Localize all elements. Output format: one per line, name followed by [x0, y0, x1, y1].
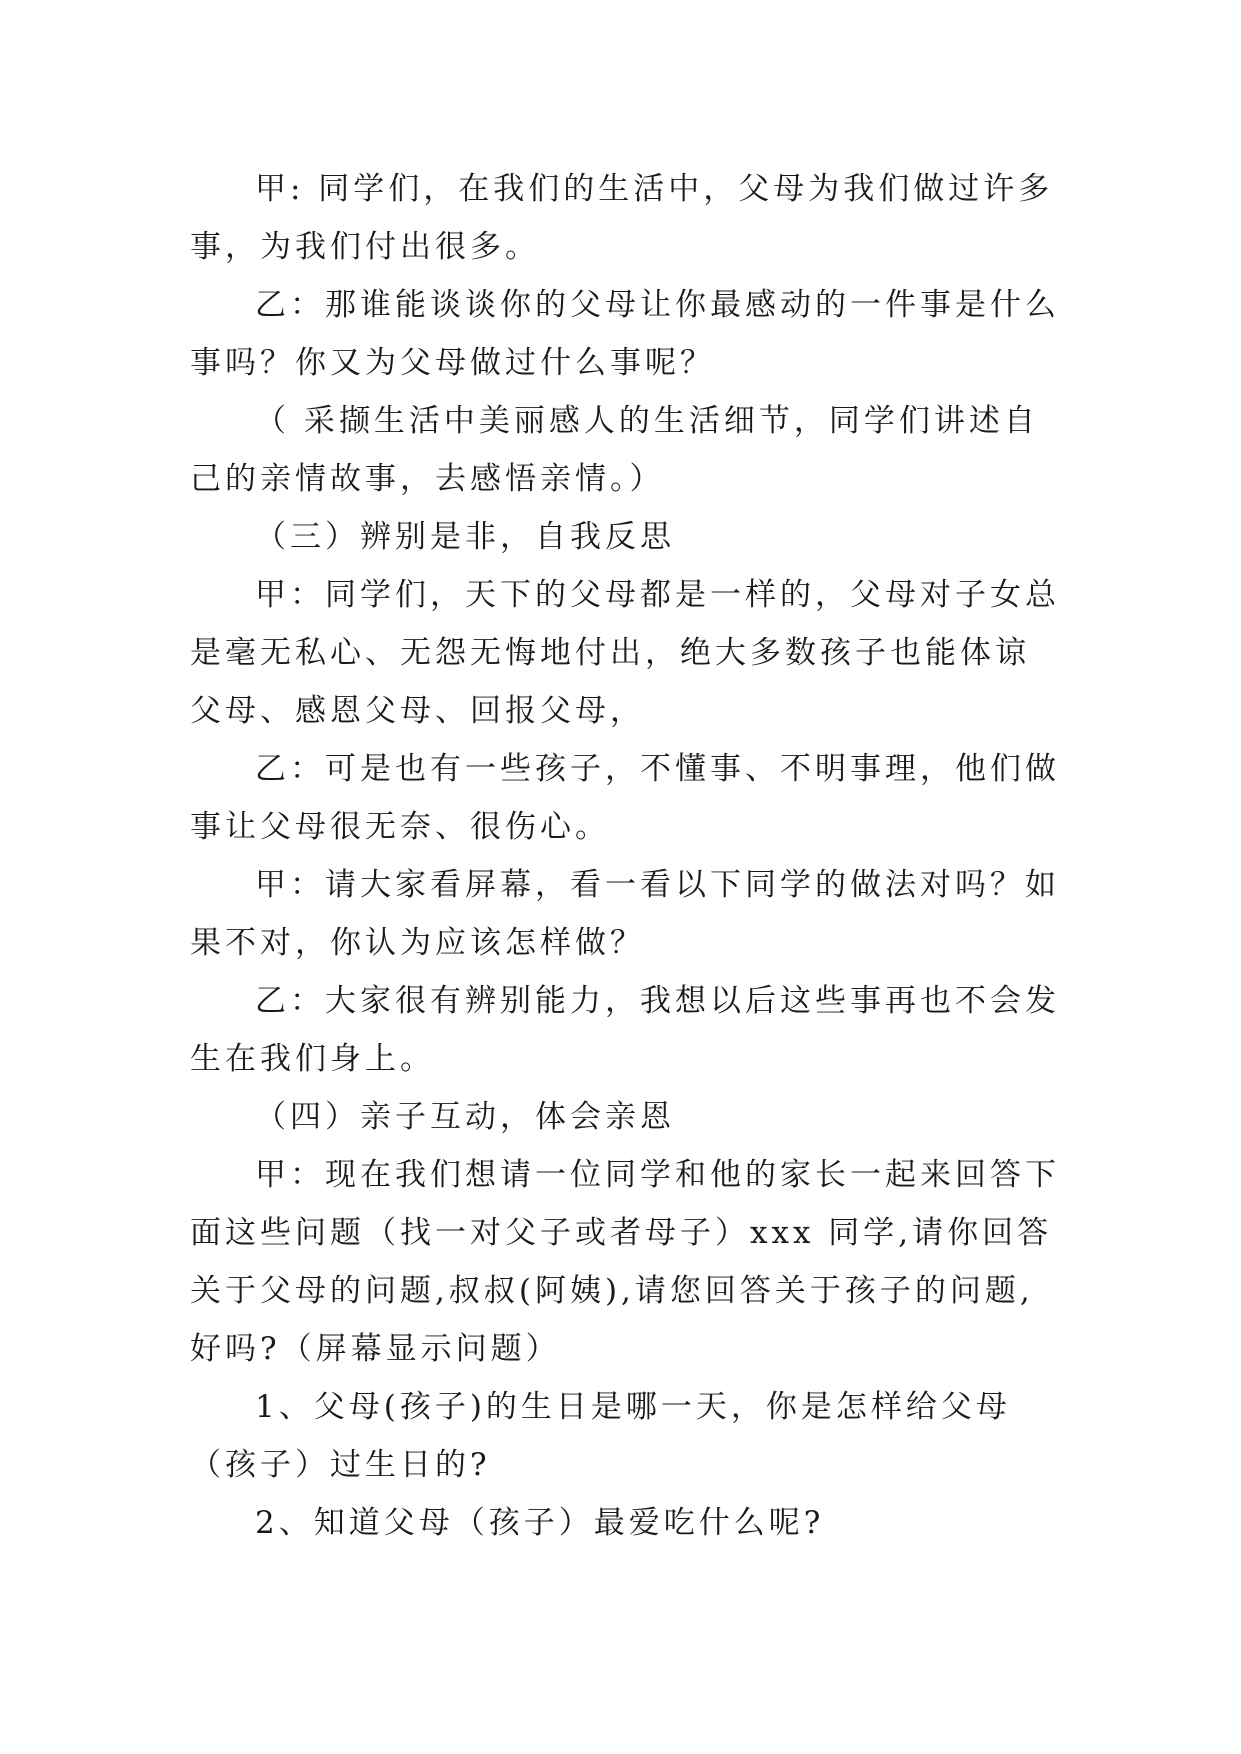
paragraph-dialogue-yi-3: 乙：大家很有辨别能力，我想以后这些事再也不会发生在我们身上。 — [190, 983, 1060, 1077]
question-item-1: 1、父母(孩子)的生日是哪一天，你是怎样给父母（孩子）过生日的? — [190, 1389, 1011, 1483]
document-body — [190, 160, 1060, 1552]
paragraph-dialogue-jia-3: 甲：请大家看屏幕，看一看以下同学的做法对吗？如果不对，你认为应该怎样做？ — [190, 867, 1060, 961]
paragraph-dialogue-jia-2: 甲：同学们，天下的父母都是一样的，父母对子女总是毫无私心、无怨无悔地付出，绝大多数孩子也能体谅父母、感恩父母、回报父母， — [190, 577, 1060, 729]
paragraph-stage-note: （ 采撷生活中美丽感人的生活细节，同学们讲述自己的亲情故事，去感悟亲情。） — [190, 403, 1039, 497]
section-heading-3: （三）辨别是非，自我反思 — [255, 519, 675, 555]
question-item-2: 2、知道父母（孩子）最爱吃什么呢? — [255, 1505, 825, 1541]
paragraph-dialogue-jia-4: 甲：现在我们想请一位同学和他的家长一起来回答下面这些问题（找一对父子或者母子）xxx 同学,请你回答关于父母的问题,叔叔(阿姨),请您回答关于孩子的问题,好吗?（屏幕显示问题） — [190, 1157, 1060, 1367]
paragraph-dialogue-yi-2: 乙：可是也有一些孩子，不懂事、不明事理，他们做事让父母很无奈、很伤心。 — [190, 751, 1060, 845]
paragraph-dialogue-yi-1: 乙：那谁能谈谈你的父母让你最感动的一件事是什么事吗？你又为父母做过什么事呢？ — [190, 287, 1060, 381]
paragraph-dialogue-jia-1: 甲: 同学们，在我们的生活中，父母为我们做过许多事，为我们付出很多。 — [190, 171, 1054, 265]
section-heading-4: （四）亲子互动，体会亲恩 — [255, 1099, 675, 1135]
